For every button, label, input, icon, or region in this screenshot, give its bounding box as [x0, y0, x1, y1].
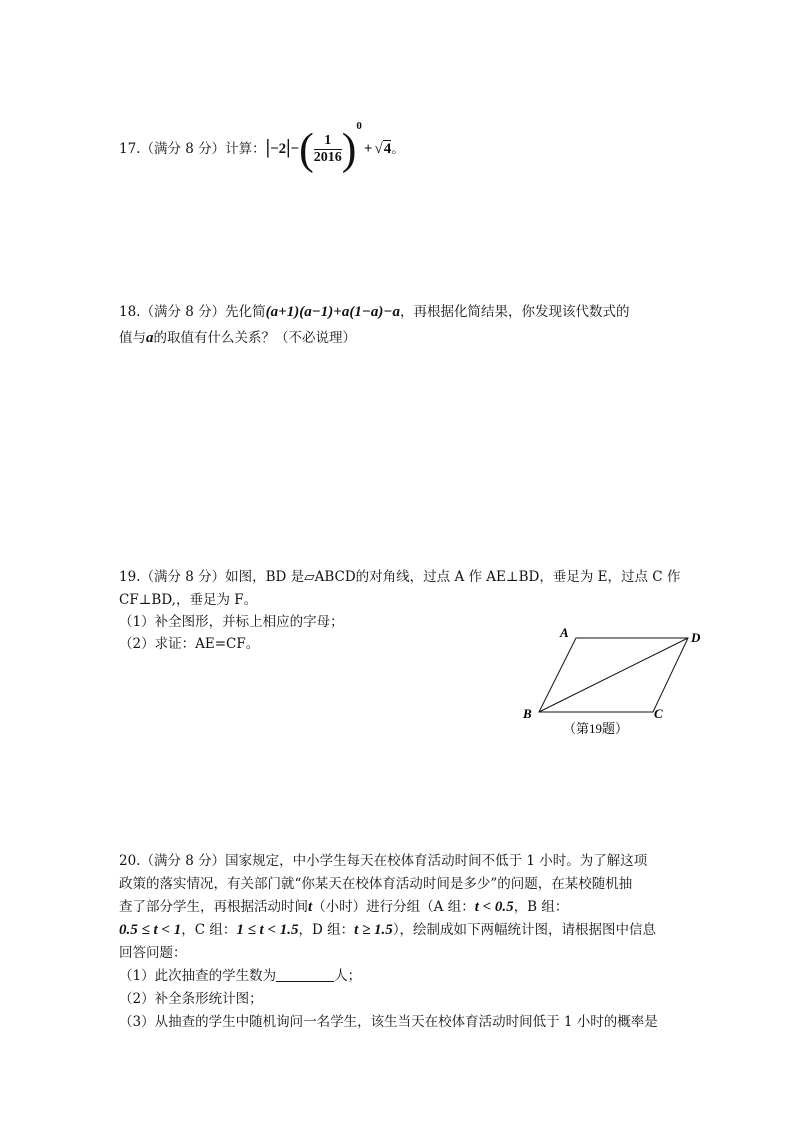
q20-group-d: t ≥ 1.5: [354, 922, 393, 938]
question-20-line-1: [119, 851, 647, 871]
abs-bar: |: [286, 136, 291, 158]
q20-sub3: （3）从抽查的学生中随机询问一名学生，该生当天在校体育活动时间低于 1 小时的概率是: [119, 1014, 658, 1030]
q17-end: 。: [391, 141, 405, 157]
q20-group-b: 0.5 ≤ t < 1: [119, 922, 182, 938]
q20-line3-post: ，B 组：: [513, 899, 569, 915]
q18-line1-suffix: ，再根据化简结果，你发现该代数式的: [400, 304, 630, 320]
q20-line4-c-pre: ，C 组：: [181, 922, 237, 938]
q20-line2: 政策的落实情况，有关部门就“你某天在校体育活动时间是多少”的问题，在某校随机抽: [119, 876, 633, 892]
q20-line3-var: t: [308, 899, 313, 915]
question-20-line-5: [119, 943, 187, 963]
question-18-line-2: [119, 328, 356, 348]
q18-var: a: [146, 330, 154, 346]
q18-prefix: 18.（满分 8 分）先化简: [119, 304, 266, 320]
label-c: C: [654, 706, 663, 721]
q18-line2-post: 的取值有什么关系？（不必说理）: [153, 330, 356, 346]
q20-sub2: （2）补全条形统计图；: [119, 991, 263, 1007]
q20-line4-post: ），绘制成如下两幅统计图，请根据图中信息: [392, 922, 657, 938]
q19-line1: 19.（满分 8 分）如图，BD 是: [119, 569, 305, 585]
q20-line3-mid: （小时）进行分组（A 组：: [312, 899, 475, 915]
q18-line2-pre: 值与: [119, 330, 146, 346]
q17-exponent: 0: [356, 120, 362, 132]
q20-group-c: 1 ≤ t < 1.5: [236, 922, 299, 938]
q17-prefix: 17.（满分 8 分）计算：: [119, 141, 266, 157]
figure-caption: （第19题）: [563, 721, 629, 736]
question-20-sub-1: [119, 966, 361, 986]
q17-frac-num: 1: [314, 133, 342, 150]
right-paren: ): [341, 124, 357, 174]
q19-sub2: （2）求证：AE=CF。: [119, 636, 260, 652]
question-19-line-2: [119, 590, 257, 610]
q17-abs-content: −2: [270, 141, 287, 157]
question-20-line-2: [119, 874, 632, 894]
question-20-line-4: [119, 920, 656, 940]
q20-line1: 20.（满分 8 分）国家规定，中小学生每天在校体育活动时间不低于 1 小时。为了解这项: [119, 853, 648, 869]
q19-line2: CF⊥BD,，垂足为 F。: [119, 592, 258, 608]
q20-sub1-pre: （1）此次抽查的学生数为: [119, 968, 277, 984]
left-paren: (: [299, 124, 314, 174]
abs-bar: |: [265, 136, 271, 158]
sqrt-sign-icon: √: [374, 141, 383, 157]
question-19-line-1: [119, 567, 680, 587]
q19-line1-post: 的对角线，过点 A 作 AE⊥BD，垂足为 E，过点 C 作: [355, 569, 681, 585]
q20-group-a: t < 0.5: [474, 899, 514, 915]
q19-figure: [515, 620, 715, 745]
question-19-sub-2: [119, 634, 259, 654]
question-20-sub-2: [119, 989, 263, 1009]
diagonal-bd: [539, 638, 688, 712]
answer-blank[interactable]: [276, 967, 334, 982]
q19-parallelogram: ▱ABCD: [304, 569, 356, 585]
label-a: A: [560, 625, 569, 640]
question-17: [119, 106, 405, 174]
q17-sqrt-arg: 4: [383, 141, 392, 157]
question-20-sub-3: [119, 1012, 658, 1032]
q17-frac-den: 2016: [313, 150, 342, 165]
label-d: D: [691, 630, 701, 645]
q19-sub1: （1）补全图形，并标上相应的字母；: [119, 614, 344, 630]
q20-line4-d-pre: ，D 组：: [298, 922, 355, 938]
label-b: B: [523, 706, 532, 721]
question-20-line-3: [119, 897, 568, 917]
q17-fraction: [314, 133, 342, 166]
q20-line5: 回答问题：: [119, 945, 187, 961]
question-19-sub-1: [119, 612, 344, 632]
q17-minus: −: [290, 141, 300, 157]
question-18-line-1: [119, 302, 630, 322]
q17-sqrt: [374, 140, 391, 157]
q18-expression: (a+1)(a−1)+a(1−a)−a: [265, 304, 400, 320]
q17-plus: +: [363, 141, 373, 157]
q20-sub1-post: 人；: [334, 968, 362, 984]
q20-line3-pre: 查了部分学生，再根据活动时间: [119, 899, 308, 915]
